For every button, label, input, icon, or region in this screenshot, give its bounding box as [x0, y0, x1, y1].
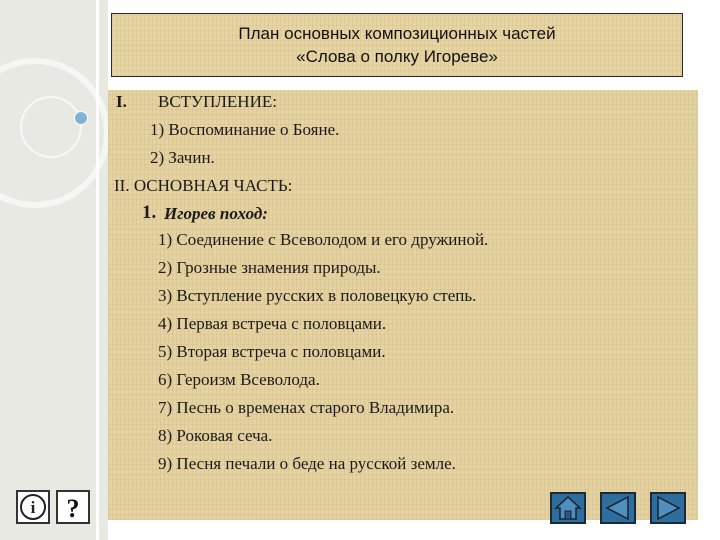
info-icon	[18, 492, 48, 522]
home-icon	[552, 494, 584, 522]
part2-sub-heading: Игорев поход:	[164, 204, 268, 223]
decor-dot	[74, 111, 88, 125]
title-line-2: «Слова о полку Игореве»	[296, 47, 498, 66]
info-button[interactable]	[16, 490, 50, 524]
part1-numeral: I.	[116, 92, 127, 111]
part2-item: 3) Вступление русских в половецкую степь.	[158, 286, 477, 305]
back-button[interactable]	[600, 492, 636, 524]
decor-vertical-line	[96, 0, 99, 540]
forward-arrow-icon	[652, 494, 684, 522]
part1-item: 1) Воспоминание о Бояне.	[150, 120, 340, 139]
help-icon	[58, 492, 88, 522]
part2-item: 7) Песнь о временах старого Владимира.	[158, 398, 455, 417]
part2-heading: II. ОСНОВНАЯ ЧАСТЬ:	[114, 176, 293, 195]
part2-item: 5) Вторая встреча с половцами.	[158, 342, 386, 361]
outline-panel	[108, 90, 698, 520]
help-button[interactable]	[56, 490, 90, 524]
help-glyph: ?	[66, 494, 80, 522]
part2-sub-number: 1.	[142, 202, 157, 223]
left-decor-band	[0, 0, 108, 540]
part2-item: 9) Песня печали о беде на русской земле.	[158, 454, 456, 473]
part2-item: 8) Роковая сеча.	[158, 426, 273, 445]
info-glyph: i	[30, 498, 36, 517]
home-button[interactable]	[550, 492, 586, 524]
part2-item: 2) Грозные знамения природы.	[158, 258, 381, 277]
forward-button[interactable]	[650, 492, 686, 524]
part2-item: 4) Первая встреча с половцами.	[158, 314, 387, 333]
title-line-1: План основных композиционных частей	[238, 24, 556, 43]
part1-heading: ВСТУПЛЕНИЕ:	[158, 92, 277, 111]
part1-item: 2) Зачин.	[150, 148, 215, 167]
slide-title	[111, 13, 683, 77]
decor-ring-small	[20, 96, 82, 158]
back-arrow-icon	[602, 494, 634, 522]
part2-item: 1) Соединение с Всеволодом и его дружиной.	[158, 230, 489, 249]
part2-item: 6) Героизм Всеволода.	[158, 370, 320, 389]
